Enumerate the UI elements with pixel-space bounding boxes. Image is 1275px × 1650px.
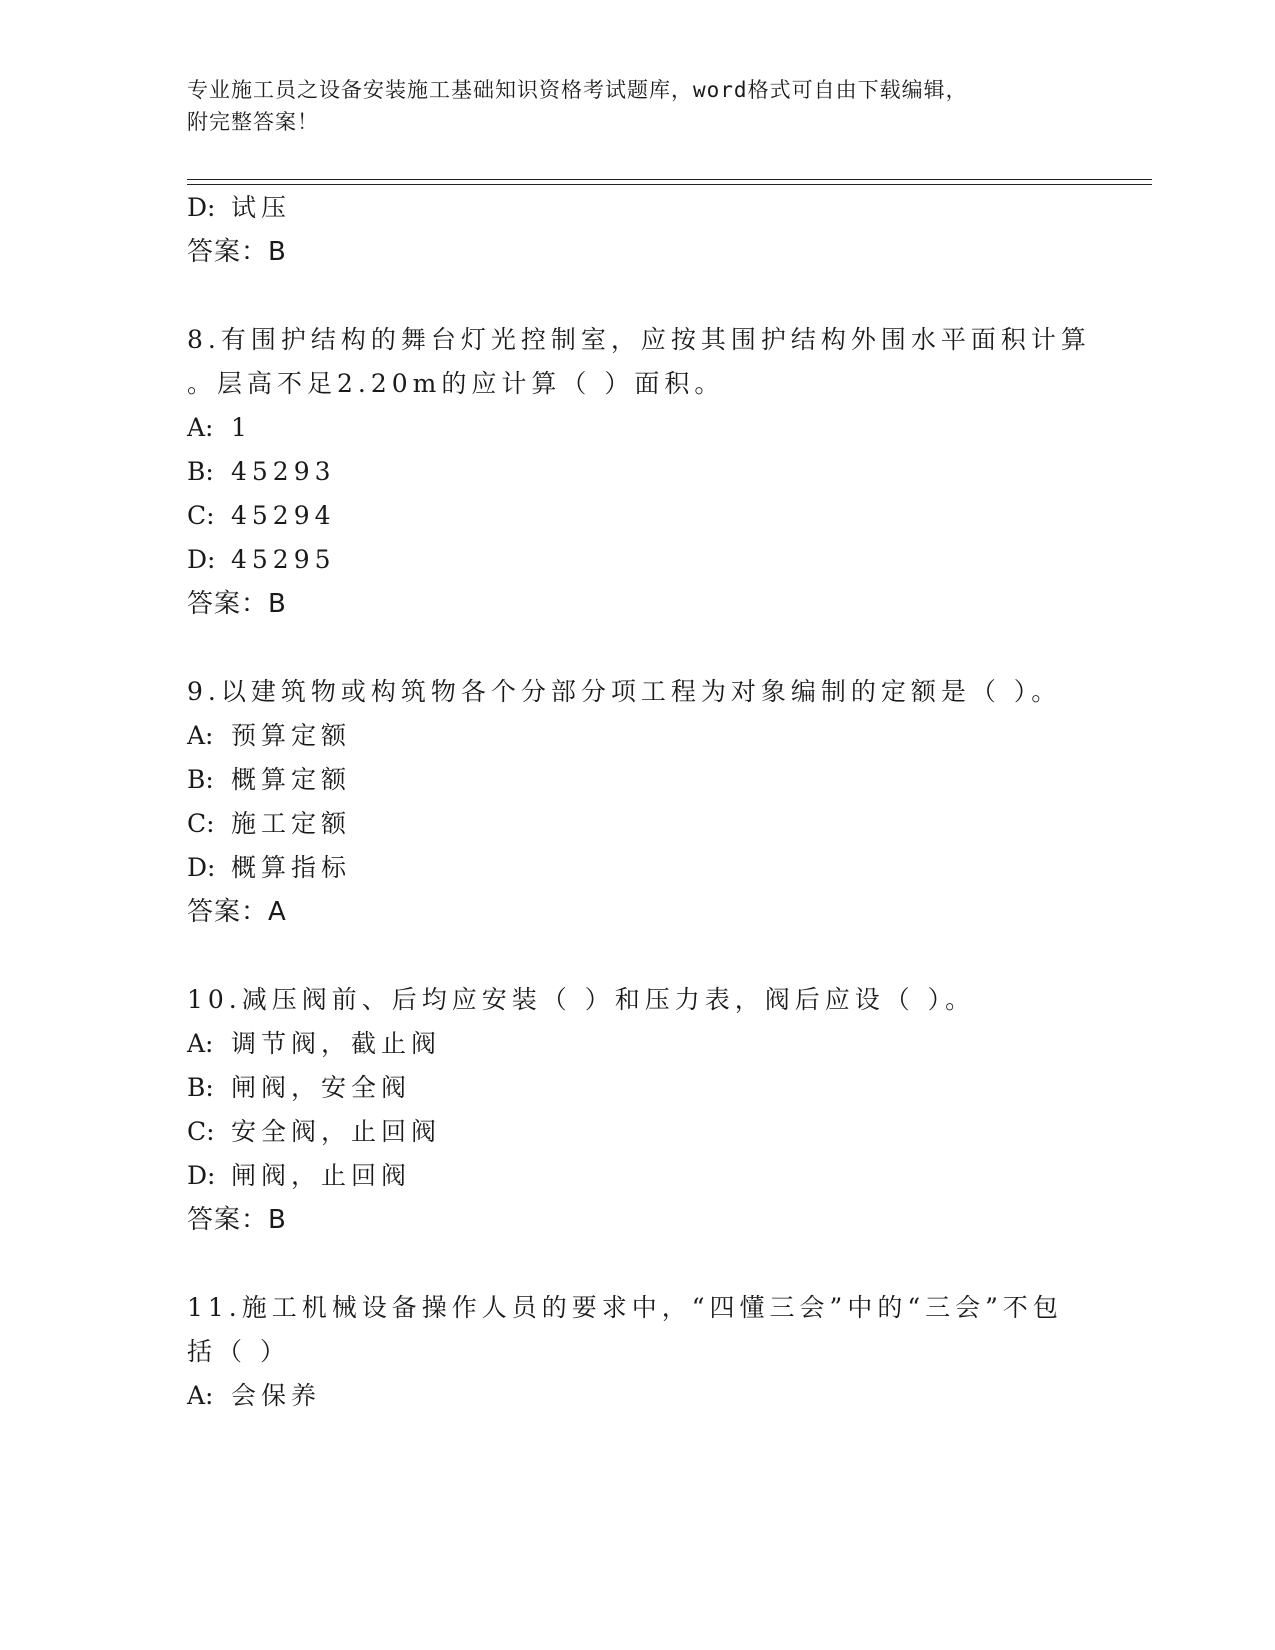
- option-key: D:: [187, 545, 216, 574]
- option-text: 调节阀，截止阀: [231, 1029, 442, 1058]
- header-divider-bottom: [187, 184, 1152, 185]
- q9-option-c: [187, 808, 351, 840]
- option-text: 45293: [231, 457, 336, 486]
- q9-stem-line-1: 9.以建筑物或构筑物各个分部分项工程为对象编制的定额是（ ）。: [187, 677, 1062, 706]
- document-header: [187, 74, 1087, 138]
- q9-option-b: [187, 764, 351, 796]
- q10-answer: 答案：B: [187, 1205, 287, 1235]
- q8-stem-line-1: 8.有围护结构的舞台灯光控制室，应按其围护结构外围水平面积计算: [187, 325, 1091, 354]
- option-key: A:: [187, 721, 214, 750]
- option-text: 概算定额: [231, 765, 352, 794]
- q9-option-a: [187, 720, 351, 752]
- option-text: 施工定额: [231, 809, 352, 838]
- q10-stem-line-1: 10.减压阀前、后均应安装（ ）和压力表，阀后应设（ ）。: [187, 985, 976, 1014]
- q10-option-b: [187, 1072, 411, 1104]
- q8-option-d: [187, 544, 336, 576]
- option-key: A:: [187, 413, 214, 442]
- option-key: A:: [187, 1381, 214, 1410]
- q10-option-c: [187, 1116, 441, 1148]
- option-key: D:: [187, 1161, 216, 1190]
- option-text: 45295: [231, 545, 336, 574]
- q10-option-a: [187, 1028, 441, 1060]
- option-text: 试压: [231, 193, 292, 222]
- q8-option-c: [187, 500, 336, 532]
- option-key: B:: [187, 457, 214, 486]
- option-key: B:: [187, 1073, 214, 1102]
- option-text: 45294: [231, 501, 336, 530]
- q8-option-a: [187, 412, 252, 444]
- option-text: 预算定额: [231, 721, 352, 750]
- option-text: 闸阀，止回阀: [231, 1161, 412, 1190]
- option-text: 安全阀，止回阀: [231, 1117, 442, 1146]
- q9-option-d: [187, 852, 351, 884]
- q11-option-a: [187, 1380, 321, 1412]
- q9-answer: 答案：A: [187, 897, 287, 927]
- option-key: D:: [187, 853, 216, 882]
- option-text: 闸阀，安全阀: [231, 1073, 412, 1102]
- header-line-1: 专业施工员之设备安装施工基础知识资格考试题库，word格式可自由下载编辑，: [187, 78, 968, 102]
- option-key: A:: [187, 1029, 214, 1058]
- option-key: C:: [187, 501, 215, 530]
- q8-option-b: [187, 456, 336, 488]
- prev-answer: 答案：B: [187, 237, 287, 267]
- q11-stem-line-2: 括（ ）: [187, 1337, 290, 1366]
- option-key: D:: [187, 193, 216, 222]
- header-divider-top: [187, 179, 1152, 180]
- q8-stem-line-2: 。层高不足2.20m的应计算（ ）面积。: [187, 369, 725, 398]
- prev-option-d: [187, 192, 291, 224]
- option-text: 会保养: [231, 1381, 322, 1410]
- q8-answer: 答案：B: [187, 589, 287, 619]
- option-key: C:: [187, 1117, 215, 1146]
- q10-option-d: [187, 1160, 411, 1192]
- option-text: 1: [231, 413, 252, 442]
- option-text: 概算指标: [231, 853, 352, 882]
- option-key: C:: [187, 809, 215, 838]
- q11-stem-line-1: 11.施工机械设备操作人员的要求中，“四懂三会”中的“三会”不包: [187, 1293, 1063, 1322]
- header-line-2: 附完整答案！: [187, 110, 319, 134]
- option-key: B:: [187, 765, 214, 794]
